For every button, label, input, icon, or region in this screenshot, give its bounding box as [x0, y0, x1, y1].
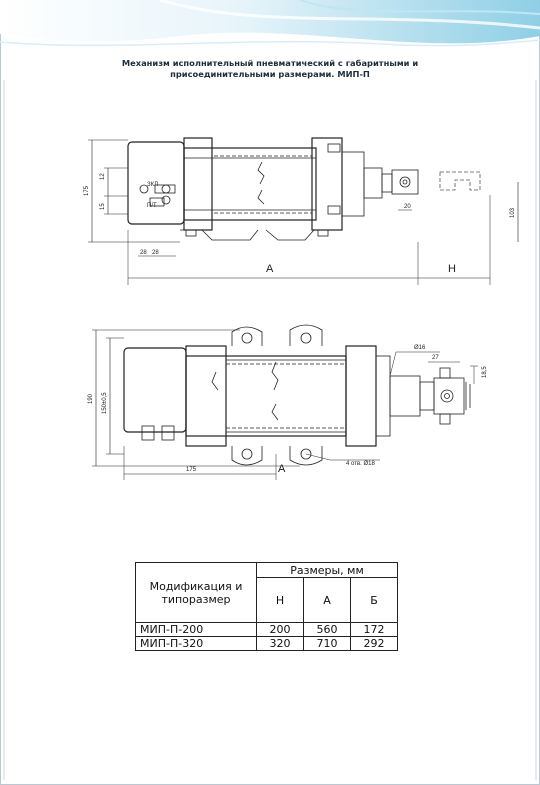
dim-15: 15 [100, 203, 106, 210]
dim-175-top: 175 [84, 185, 90, 196]
row-b: 172 [351, 623, 398, 637]
table-row [136, 637, 398, 651]
header-b: Б [351, 578, 398, 623]
table-row [136, 623, 398, 637]
row-b: 292 [351, 637, 398, 651]
row-h: 320 [257, 637, 304, 651]
dim-label-h: H [448, 263, 456, 275]
sizes-table [135, 562, 398, 651]
dim-16: Ø16 [414, 345, 426, 351]
row-name: МИП-П-320 [136, 637, 257, 651]
title-line-2: присоединительными размерами. МИП-П [170, 69, 370, 79]
dim-label-a-top: A [266, 263, 274, 275]
header-modification: Модификация и типоразмер [136, 563, 257, 623]
row-name: МИП-П-200 [136, 623, 257, 637]
header-sizes: Размеры, мм [257, 563, 398, 578]
label-kl: ЗКЛ [147, 182, 159, 188]
dim-18-5: 18,5 [482, 366, 488, 378]
header-h: Н [257, 578, 304, 623]
dim-12: 12 [100, 173, 106, 180]
table-header-row [136, 563, 398, 578]
row-a: 710 [304, 637, 351, 651]
row-h: 200 [257, 623, 304, 637]
dim-28-a: 28 [140, 250, 147, 256]
dim-103: 103 [510, 207, 516, 218]
row-a: 560 [304, 623, 351, 637]
dim-190: 190 [88, 393, 94, 404]
label-pt: П/Т [147, 203, 157, 209]
dim-175-bottom: 175 [186, 467, 197, 473]
dim-label-a-bottom: A [278, 463, 286, 475]
dim-150: 150±0,5 [102, 392, 108, 414]
dim-28-b: 28 [152, 250, 159, 256]
dim-27: 27 [432, 355, 439, 361]
holes-note: 4 отв. Ø18 [346, 461, 375, 467]
title-line-1: Механизм исполнительный пневматический с габаритными и [121, 58, 419, 68]
dim-20: 20 [404, 204, 411, 210]
header-a: А [304, 578, 351, 623]
